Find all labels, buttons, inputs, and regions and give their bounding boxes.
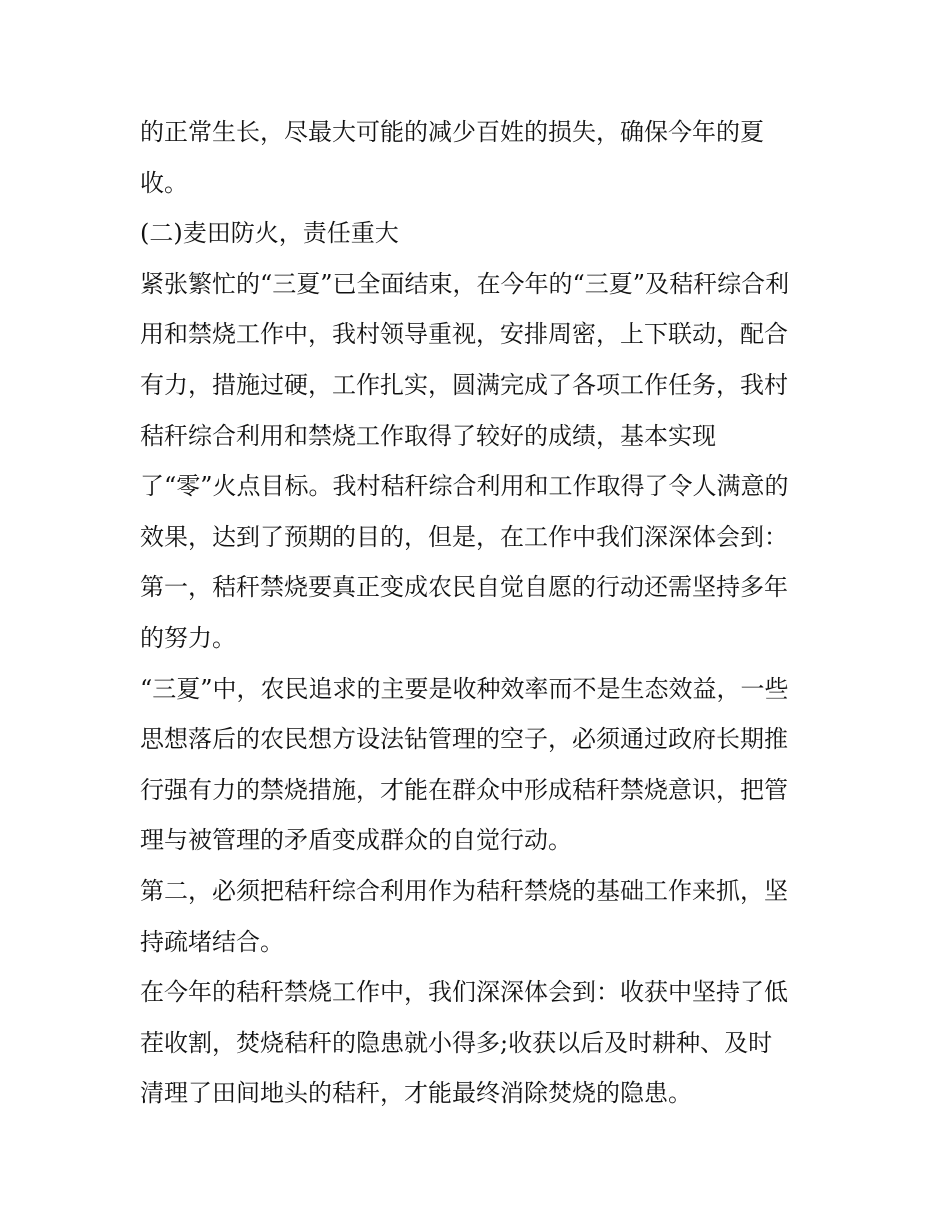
text-line: “三夏”中，农民追求的主要是收种效率而不是生态效益，一些: [140, 674, 789, 703]
text-line: 效果，达到了预期的目的，但是，在工作中我们深深体会到：: [140, 522, 788, 551]
text-line: 在今年的秸秆禁烧工作中，我们深深体会到：收获中坚持了低: [140, 978, 788, 1007]
text-line: 用和禁烧工作中，我村领导重视，安排周密，上下联动，配合: [140, 320, 788, 349]
text-line: 茬收割，焚烧秸秆的隐患就小得多;收获以后及时耕种、及时: [140, 1028, 773, 1057]
text-line: 持疏堵结合。: [140, 927, 284, 956]
document-body: [140, 107, 820, 1119]
text-line: 了“零”火点目标。我村秸秆综合利用和工作取得了令人满意的: [140, 472, 789, 501]
text-line: 有力，措施过硬，工作扎实，圆满完成了各项工作任务，我村: [140, 370, 788, 399]
text-line: 的正常生长，尽最大可能的减少百姓的损失，确保今年的夏: [140, 118, 764, 146]
text-line: 收。: [140, 168, 188, 197]
text-line: 行强有力的禁烧措施，才能在群众中形成秸秆禁烧意识，把管: [140, 775, 788, 804]
text-line: 第一，秸秆禁烧要真正变成农民自觉自愿的行动还需坚持多年: [140, 573, 788, 602]
text-line: 紧张繁忙的“三夏”已全面结束，在今年的“三夏”及秸秆综合利: [140, 269, 790, 298]
text-line: 清理了田间地头的秸秆，才能最终消除焚烧的隐患。: [140, 1079, 692, 1108]
text-line: 第二，必须把秸秆综合利用作为秸秆禁烧的基础工作来抓，坚: [140, 876, 788, 905]
text-line: 的努力。: [140, 623, 236, 652]
text-line: 理与被管理的矛盾变成群众的自觉行动。: [140, 826, 572, 855]
text-line: 秸秆综合利用和禁烧工作取得了较好的成绩，基本实现: [140, 421, 716, 450]
text-line: 思想落后的农民想方设法钻管理的空子，必须通过政府长期推: [140, 725, 788, 754]
section-heading: (二)麦田防火，责任重大: [140, 219, 399, 248]
